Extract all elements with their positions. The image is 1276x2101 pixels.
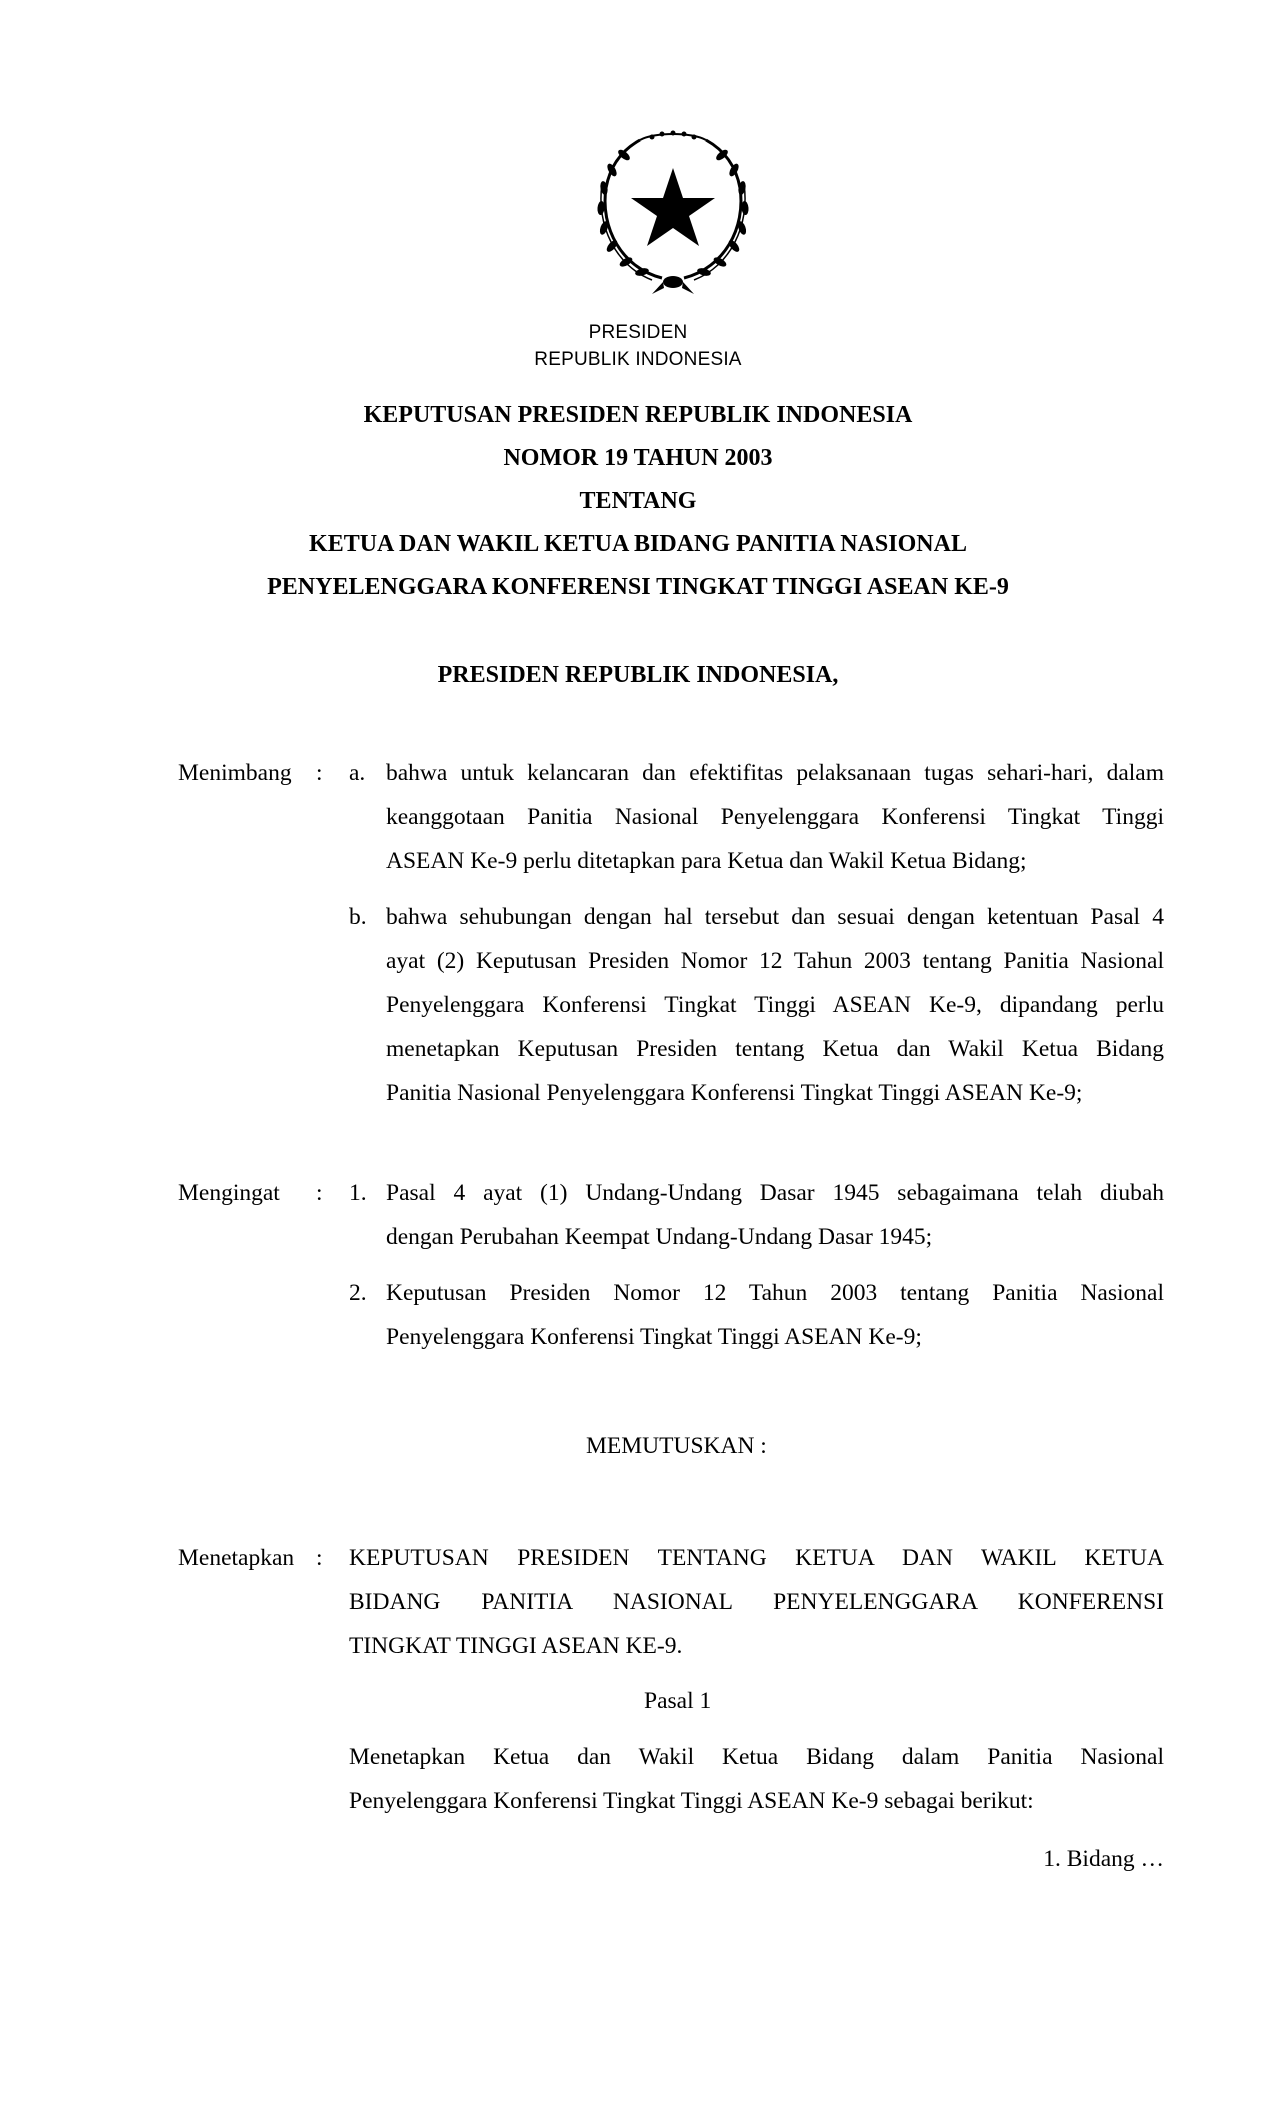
menimbang-item-b: [386, 895, 1164, 1115]
menimbang-label: Menimbang: [178, 760, 292, 786]
text-line: TINGKAT TINGGI ASEAN KE-9.: [349, 1633, 683, 1659]
memutuskan-heading: MEMUTUSKAN :: [586, 1433, 767, 1459]
menimbang-colon: :: [316, 760, 323, 786]
text-line: BIDANG PANITIA NASIONAL PENYELENGGARA KONFERENSI: [349, 1589, 1164, 1615]
text-line: Panitia Nasional Penyelenggara Konferensi Tingkat Tinggi ASEAN Ke-9;: [386, 1080, 1083, 1106]
text-line: KEPUTUSAN PRESIDEN TENTANG KETUA DAN WAKIL KETUA: [349, 1545, 1164, 1571]
menimbang-item-a-marker: a.: [349, 760, 366, 786]
title-line-5: PENYELENGGARA KONFERENSI TINGKAT TINGGI ASEAN KE-9: [267, 574, 1009, 600]
title-line-3: TENTANG: [579, 488, 697, 514]
menimbang-item-b-marker: b.: [349, 904, 367, 930]
text-line: Penyelenggara Konferensi Tingkat Tinggi ASEAN Ke-9 sebagai berikut:: [349, 1788, 1034, 1814]
garuda-star-seal-icon: [592, 128, 754, 298]
pasal-1-text: [349, 1735, 1164, 1823]
text-line: dengan Perubahan Keempat Undang-Undang Dasar 1945;: [386, 1224, 933, 1250]
issuer-line: PRESIDEN REPUBLIK INDONESIA,: [437, 662, 839, 688]
title-line-2: NOMOR 19 TAHUN 2003: [503, 445, 773, 471]
mengingat-colon: :: [316, 1180, 323, 1206]
text-line: Pasal 4 ayat (1) Undang-Undang Dasar 1945 sebagaimana telah diubah: [386, 1180, 1164, 1206]
menetapkan-text: [349, 1536, 1164, 1668]
mengingat-label: Mengingat: [178, 1180, 280, 1206]
letterhead-line-2: REPUBLIK INDONESIA: [534, 349, 742, 370]
text-line: bahwa sehubungan dengan hal tersebut dan sesuai dengan ketentuan Pasal 4: [386, 904, 1164, 930]
mengingat-item-2-marker: 2.: [349, 1280, 367, 1306]
menetapkan-label: Menetapkan: [178, 1545, 295, 1571]
text-line: Keputusan Presiden Nomor 12 Tahun 2003 tentang Panitia Nasional: [386, 1280, 1164, 1306]
title-line-1: KEPUTUSAN PRESIDEN REPUBLIK INDONESIA: [363, 402, 913, 428]
continuation-text: 1. Bidang …: [1043, 1846, 1164, 1872]
text-line: Penyelenggara Konferensi Tingkat Tinggi ASEAN Ke-9, dipandang perlu: [386, 992, 1164, 1018]
text-line: Penyelenggara Konferensi Tingkat Tinggi ASEAN Ke-9;: [386, 1324, 922, 1350]
menetapkan-colon: :: [316, 1545, 323, 1571]
pasal-1-heading: Pasal 1: [644, 1688, 712, 1714]
text-line: ayat (2) Keputusan Presiden Nomor 12 Tahun 2003 tentang Panitia Nasional: [386, 948, 1164, 974]
menimbang-item-a: [386, 751, 1164, 883]
mengingat-item-1: [386, 1171, 1164, 1259]
text-line: menetapkan Keputusan Presiden tentang Ketua dan Wakil Ketua Bidang: [386, 1036, 1164, 1062]
text-line: ASEAN Ke-9 perlu ditetapkan para Ketua dan Wakil Ketua Bidang;: [386, 848, 1027, 874]
text-line: keanggotaan Panitia Nasional Penyelenggara Konferensi Tingkat Tinggi: [386, 804, 1164, 830]
mengingat-item-2: [386, 1271, 1164, 1359]
mengingat-item-1-marker: 1.: [349, 1180, 367, 1206]
title-line-4: KETUA DAN WAKIL KETUA BIDANG PANITIA NASIONAL: [309, 531, 967, 557]
letterhead-line-1: PRESIDEN: [588, 322, 688, 343]
text-line: bahwa untuk kelancaran dan efektifitas pelaksanaan tugas sehari-hari, dalam: [386, 760, 1164, 786]
text-line: Menetapkan Ketua dan Wakil Ketua Bidang dalam Panitia Nasional: [349, 1744, 1164, 1770]
